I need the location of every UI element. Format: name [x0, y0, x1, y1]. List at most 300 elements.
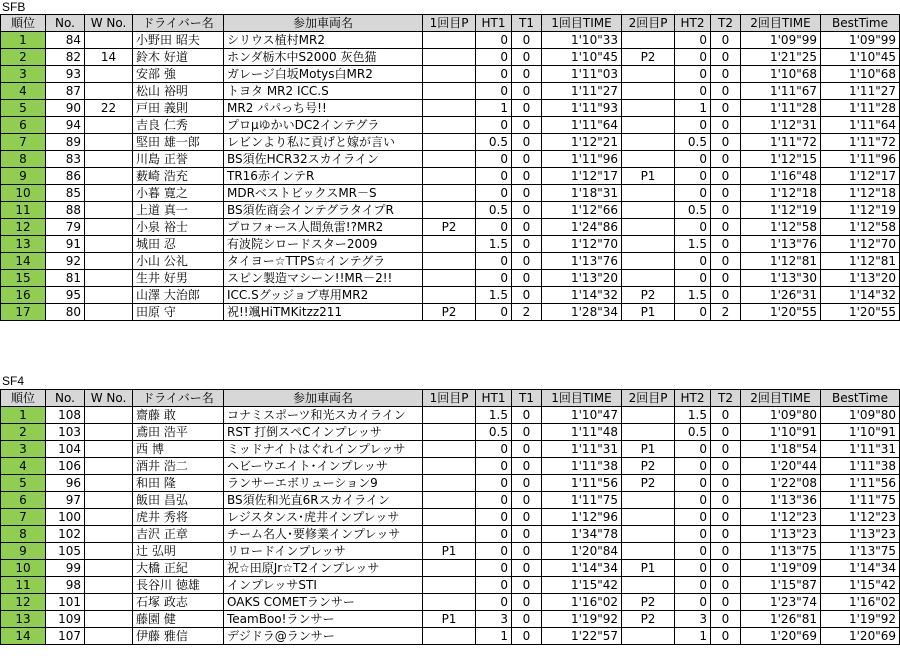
cell-run2-time: 1'12"31 [741, 117, 821, 134]
table-row [1, 134, 900, 151]
cell-rank: 9 [1, 168, 46, 185]
cell-best-time: 1'14"34 [821, 560, 900, 577]
column-header-driver-name: ドライバー名 [133, 15, 224, 32]
cell-run1-time: 1'15"42 [542, 577, 622, 594]
cell-run2-time: 1'12"19 [741, 202, 821, 219]
cell-rank: 11 [1, 202, 46, 219]
table-row [1, 560, 900, 577]
cell-run2-time: 1'15"87 [741, 577, 821, 594]
cell-t2: 0 [711, 577, 741, 594]
column-header-best-time: BestTime [821, 390, 900, 407]
cell-car-number: 104 [46, 441, 85, 458]
cell-run1-time: 1'12"21 [542, 134, 622, 151]
cell-run2-penalty: P2 [622, 594, 675, 611]
cell-driver-name: 川島 正誉 [133, 151, 224, 168]
table-row [1, 543, 900, 560]
cell-t2: 0 [711, 611, 741, 628]
cell-car-name: 有波院シロードスター2009 [224, 236, 423, 253]
cell-run1-penalty [423, 202, 476, 219]
cell-run1-penalty: P2 [423, 219, 476, 236]
cell-ht1: 0 [476, 304, 512, 321]
table-row [1, 492, 900, 509]
cell-best-time: 1'11"75 [821, 492, 900, 509]
cell-run2-penalty [622, 543, 675, 560]
cell-car-name: スピン製造マシーン!!MR－2!! [224, 270, 423, 287]
table-row [1, 253, 900, 270]
cell-t1: 0 [512, 32, 542, 49]
cell-ht2: 0 [675, 168, 711, 185]
cell-t2: 0 [711, 253, 741, 270]
cell-rank: 11 [1, 577, 46, 594]
cell-rank: 6 [1, 117, 46, 134]
cell-run1-time: 1'16"02 [542, 594, 622, 611]
cell-car-number: 81 [46, 270, 85, 287]
cell-run2-time: 1'19"09 [741, 560, 821, 577]
cell-best-time: 1'12"58 [821, 219, 900, 236]
cell-run2-time: 1'26"31 [741, 287, 821, 304]
cell-w-number [85, 628, 133, 645]
cell-ht2: 0 [675, 49, 711, 66]
cell-driver-name: 吉良 仁秀 [133, 117, 224, 134]
cell-run1-penalty: P1 [423, 611, 476, 628]
cell-ht1: 0 [476, 219, 512, 236]
cell-rank: 1 [1, 32, 46, 49]
cell-driver-name: 城田 忍 [133, 236, 224, 253]
cell-w-number [85, 577, 133, 594]
cell-run2-time: 1'13"36 [741, 492, 821, 509]
cell-w-number [85, 543, 133, 560]
cell-run1-time: 1'11"56 [542, 475, 622, 492]
cell-run1-penalty [423, 253, 476, 270]
cell-car-name: プロμゆかいDC2インテグラ [224, 117, 423, 134]
cell-run2-penalty [622, 253, 675, 270]
cell-best-time: 1'13"75 [821, 543, 900, 560]
cell-rank: 14 [1, 628, 46, 645]
cell-run1-penalty [423, 270, 476, 287]
cell-t2: 0 [711, 83, 741, 100]
cell-car-number: 96 [46, 475, 85, 492]
cell-car-number: 101 [46, 594, 85, 611]
cell-run1-penalty [423, 100, 476, 117]
cell-rank: 12 [1, 219, 46, 236]
cell-car-name: シリウス植村MR2 [224, 32, 423, 49]
cell-car-name: ミッドナイトはぐれインプレッサ [224, 441, 423, 458]
cell-t2: 0 [711, 270, 741, 287]
cell-w-number [85, 611, 133, 628]
cell-run1-penalty [423, 577, 476, 594]
cell-t2: 0 [711, 526, 741, 543]
cell-run2-penalty [622, 185, 675, 202]
cell-run1-penalty [423, 151, 476, 168]
cell-t1: 2 [512, 304, 542, 321]
table-row [1, 628, 900, 645]
cell-run2-penalty: P1 [622, 304, 675, 321]
cell-run2-penalty [622, 66, 675, 83]
column-header-run2-penalty: 2回目P [622, 390, 675, 407]
cell-t1: 0 [512, 253, 542, 270]
cell-run1-time: 1'11"48 [542, 424, 622, 441]
cell-rank: 6 [1, 492, 46, 509]
cell-car-number: 86 [46, 168, 85, 185]
cell-rank: 5 [1, 100, 46, 117]
cell-w-number [85, 407, 133, 424]
cell-t1: 0 [512, 424, 542, 441]
cell-t1: 0 [512, 628, 542, 645]
cell-w-number [85, 83, 133, 100]
cell-best-time: 1'09"99 [821, 32, 900, 49]
cell-run1-time: 1'11"64 [542, 117, 622, 134]
column-header-ht2: HT2 [675, 15, 711, 32]
cell-car-name: レジスタンス･虎井インプレッサ [224, 509, 423, 526]
cell-ht2: 1 [675, 100, 711, 117]
cell-car-name: 祝!!颯HiTMKitzz211 [224, 304, 423, 321]
cell-car-number: 89 [46, 134, 85, 151]
cell-driver-name: 藤園 健 [133, 611, 224, 628]
cell-rank: 8 [1, 151, 46, 168]
column-header-run1-penalty: 1回目P [423, 15, 476, 32]
cell-run1-time: 1'14"34 [542, 560, 622, 577]
cell-car-name: ランサーエボリューション9 [224, 475, 423, 492]
cell-run2-time: 1'10"91 [741, 424, 821, 441]
cell-rank: 17 [1, 304, 46, 321]
table-row [1, 32, 900, 49]
cell-run1-time: 1'19"92 [542, 611, 622, 628]
cell-run1-penalty [423, 236, 476, 253]
cell-run2-time: 1'12"18 [741, 185, 821, 202]
cell-t1: 0 [512, 458, 542, 475]
table-row [1, 66, 900, 83]
cell-run2-penalty [622, 100, 675, 117]
cell-car-name: プロフォース人間魚雷!?MR2 [224, 219, 423, 236]
cell-best-time: 1'16"02 [821, 594, 900, 611]
cell-run2-penalty [622, 628, 675, 645]
cell-run2-penalty [622, 151, 675, 168]
cell-t1: 0 [512, 100, 542, 117]
cell-best-time: 1'13"23 [821, 526, 900, 543]
column-header-car-name: 参加車両名 [224, 15, 423, 32]
cell-ht2: 0 [675, 560, 711, 577]
cell-car-number: 99 [46, 560, 85, 577]
cell-ht2: 0 [675, 270, 711, 287]
column-header-run2-penalty: 2回目P [622, 15, 675, 32]
cell-run1-time: 1'12"66 [542, 202, 622, 219]
cell-rank: 13 [1, 236, 46, 253]
cell-driver-name: 小泉 裕士 [133, 219, 224, 236]
cell-t1: 0 [512, 202, 542, 219]
cell-car-name: MR2 パパっち号!! [224, 100, 423, 117]
table-row [1, 304, 900, 321]
cell-t1: 0 [512, 219, 542, 236]
cell-car-number: 94 [46, 117, 85, 134]
cell-driver-name: 生井 好男 [133, 270, 224, 287]
cell-driver-name: 上道 真一 [133, 202, 224, 219]
cell-ht1: 0 [476, 151, 512, 168]
cell-run2-penalty: P2 [622, 458, 675, 475]
cell-car-name: BS須佐和光直6Rスカイライン [224, 492, 423, 509]
cell-run1-penalty [423, 83, 476, 100]
cell-ht2: 0 [675, 304, 711, 321]
cell-car-number: 88 [46, 202, 85, 219]
cell-run2-time: 1'11"67 [741, 83, 821, 100]
cell-car-name: ガレージ白坂Motys白MR2 [224, 66, 423, 83]
cell-run2-time: 1'20"44 [741, 458, 821, 475]
cell-ht2: 0 [675, 441, 711, 458]
table-row [1, 100, 900, 117]
cell-car-name: デジドラ@ランサー [224, 628, 423, 645]
cell-t1: 0 [512, 134, 542, 151]
cell-car-name: インプレッサSTI [224, 577, 423, 594]
cell-driver-name: 大橋 正紀 [133, 560, 224, 577]
cell-run1-penalty [423, 407, 476, 424]
cell-run2-penalty: P2 [622, 287, 675, 304]
column-header-run1-time: 1回目TIME [542, 15, 622, 32]
cell-run1-time: 1'11"93 [542, 100, 622, 117]
cell-car-name: BS須佐商会インテグラタイプR [224, 202, 423, 219]
cell-run2-penalty [622, 134, 675, 151]
column-header-t1: T1 [512, 390, 542, 407]
cell-run1-time: 1'28"34 [542, 304, 622, 321]
cell-w-number [85, 270, 133, 287]
cell-ht1: 1.5 [476, 407, 512, 424]
cell-ht1: 0 [476, 458, 512, 475]
cell-car-name: TR16赤インテR [224, 168, 423, 185]
cell-w-number [85, 185, 133, 202]
cell-t2: 0 [711, 407, 741, 424]
cell-run1-penalty [423, 475, 476, 492]
header-row [1, 390, 900, 407]
cell-rank: 16 [1, 287, 46, 304]
cell-w-number [85, 134, 133, 151]
cell-car-number: 84 [46, 32, 85, 49]
cell-driver-name: 酒井 浩二 [133, 458, 224, 475]
cell-t2: 0 [711, 168, 741, 185]
cell-run2-penalty: P2 [622, 475, 675, 492]
column-header-run1-time: 1回目TIME [542, 390, 622, 407]
cell-car-name: ホンダ栃木中S2000 灰色猫 [224, 49, 423, 66]
cell-t2: 0 [711, 49, 741, 66]
cell-run2-time: 1'13"76 [741, 236, 821, 253]
cell-car-number: 85 [46, 185, 85, 202]
cell-car-number: 92 [46, 253, 85, 270]
cell-car-name: コナミスポーツ和光スカイライン [224, 407, 423, 424]
cell-run2-time: 1'20"55 [741, 304, 821, 321]
cell-run1-time: 1'24"86 [542, 219, 622, 236]
cell-car-number: 109 [46, 611, 85, 628]
cell-rank: 5 [1, 475, 46, 492]
cell-rank: 2 [1, 49, 46, 66]
cell-t1: 0 [512, 475, 542, 492]
cell-w-number [85, 202, 133, 219]
cell-ht1: 0 [476, 168, 512, 185]
cell-w-number [85, 424, 133, 441]
cell-car-number: 91 [46, 236, 85, 253]
cell-w-number [85, 168, 133, 185]
cell-run1-time: 1'34"78 [542, 526, 622, 543]
cell-run1-time: 1'11"27 [542, 83, 622, 100]
cell-ht2: 0 [675, 253, 711, 270]
cell-rank: 10 [1, 185, 46, 202]
table-row [1, 168, 900, 185]
cell-ht1: 0 [476, 492, 512, 509]
cell-run2-penalty [622, 83, 675, 100]
cell-t1: 0 [512, 151, 542, 168]
cell-run2-time: 1'10"68 [741, 66, 821, 83]
cell-w-number [85, 287, 133, 304]
cell-w-number [85, 560, 133, 577]
cell-car-number: 93 [46, 66, 85, 83]
table-row [1, 526, 900, 543]
cell-run1-time: 1'18"31 [542, 185, 622, 202]
column-header-car-number: No. [46, 15, 85, 32]
table-row [1, 475, 900, 492]
table-row [1, 236, 900, 253]
cell-best-time: 1'12"17 [821, 168, 900, 185]
cell-best-time: 1'09"80 [821, 407, 900, 424]
cell-car-name: RST 打倒スペCインプレッサ [224, 424, 423, 441]
cell-driver-name: 鳶田 浩平 [133, 424, 224, 441]
cell-t1: 0 [512, 66, 542, 83]
cell-car-number: 108 [46, 407, 85, 424]
cell-run1-penalty [423, 287, 476, 304]
cell-ht1: 0 [476, 577, 512, 594]
cell-ht1: 0.5 [476, 134, 512, 151]
cell-ht2: 0.5 [675, 134, 711, 151]
cell-run1-time: 1'11"31 [542, 441, 622, 458]
cell-best-time: 1'14"32 [821, 287, 900, 304]
table-row [1, 509, 900, 526]
cell-t2: 0 [711, 475, 741, 492]
cell-driver-name: 松山 裕明 [133, 83, 224, 100]
cell-best-time: 1'11"72 [821, 134, 900, 151]
column-header-w-number: W No. [85, 15, 133, 32]
table-row [1, 577, 900, 594]
cell-t1: 0 [512, 270, 542, 287]
cell-driver-name: 田原 守 [133, 304, 224, 321]
cell-rank: 3 [1, 66, 46, 83]
cell-driver-name: 安部 強 [133, 66, 224, 83]
cell-rank: 10 [1, 560, 46, 577]
cell-w-number: 14 [85, 49, 133, 66]
cell-run2-time: 1'11"72 [741, 134, 821, 151]
cell-ht2: 0.5 [675, 424, 711, 441]
cell-car-name: OAKS COMETランサー [224, 594, 423, 611]
column-header-t1: T1 [512, 15, 542, 32]
cell-ht1: 0 [476, 475, 512, 492]
cell-car-number: 80 [46, 304, 85, 321]
cell-ht1: 1 [476, 628, 512, 645]
cell-t2: 0 [711, 628, 741, 645]
cell-run2-penalty: P1 [622, 441, 675, 458]
cell-rank: 4 [1, 458, 46, 475]
cell-t1: 0 [512, 287, 542, 304]
cell-t1: 0 [512, 560, 542, 577]
cell-run2-time: 1'23"74 [741, 594, 821, 611]
cell-best-time: 1'12"81 [821, 253, 900, 270]
cell-run1-penalty [423, 441, 476, 458]
cell-t1: 0 [512, 577, 542, 594]
cell-ht1: 0 [476, 543, 512, 560]
cell-ht2: 0 [675, 117, 711, 134]
results-table-sfb [0, 14, 900, 321]
cell-best-time: 1'20"55 [821, 304, 900, 321]
cell-ht2: 0 [675, 83, 711, 100]
cell-run2-penalty [622, 270, 675, 287]
column-header-t2: T2 [711, 15, 741, 32]
cell-run1-penalty [423, 134, 476, 151]
cell-driver-name: 西 博 [133, 441, 224, 458]
cell-run2-time: 1'20"69 [741, 628, 821, 645]
table-row [1, 458, 900, 475]
cell-ht2: 1.5 [675, 407, 711, 424]
cell-driver-name: 薮崎 浩充 [133, 168, 224, 185]
cell-run2-time: 1'13"30 [741, 270, 821, 287]
table-row [1, 287, 900, 304]
cell-run1-penalty: P1 [423, 543, 476, 560]
cell-ht1: 0 [476, 83, 512, 100]
cell-run1-time: 1'20"84 [542, 543, 622, 560]
cell-run1-penalty [423, 185, 476, 202]
cell-run2-penalty [622, 492, 675, 509]
table-row [1, 117, 900, 134]
cell-w-number [85, 492, 133, 509]
cell-rank: 8 [1, 526, 46, 543]
section-title-sf4: SF4 [2, 374, 25, 388]
cell-run1-time: 1'13"20 [542, 270, 622, 287]
column-header-ht1: HT1 [476, 15, 512, 32]
cell-t2: 0 [711, 202, 741, 219]
cell-run1-time: 1'11"38 [542, 458, 622, 475]
cell-run2-time: 1'13"23 [741, 526, 821, 543]
cell-ht1: 0 [476, 270, 512, 287]
cell-run1-time: 1'12"70 [542, 236, 622, 253]
cell-best-time: 1'13"20 [821, 270, 900, 287]
cell-t1: 0 [512, 49, 542, 66]
cell-run2-time: 1'11"28 [741, 100, 821, 117]
cell-ht2: 1.5 [675, 236, 711, 253]
cell-ht2: 0 [675, 577, 711, 594]
cell-t1: 0 [512, 83, 542, 100]
cell-ht1: 0.5 [476, 424, 512, 441]
column-header-car-name: 参加車両名 [224, 390, 423, 407]
cell-driver-name: 堅田 雄一郎 [133, 134, 224, 151]
column-header-rank: 順位 [1, 390, 46, 407]
cell-ht2: 0 [675, 32, 711, 49]
cell-driver-name: 鈴木 好道 [133, 49, 224, 66]
cell-car-number: 97 [46, 492, 85, 509]
cell-w-number [85, 253, 133, 270]
cell-rank: 12 [1, 594, 46, 611]
cell-w-number [85, 66, 133, 83]
cell-car-number: 106 [46, 458, 85, 475]
table-row [1, 594, 900, 611]
cell-driver-name: 虎井 秀将 [133, 509, 224, 526]
cell-car-number: 82 [46, 49, 85, 66]
cell-ht1: 0 [476, 253, 512, 270]
cell-driver-name: 石塚 政志 [133, 594, 224, 611]
cell-run2-time: 1'13"75 [741, 543, 821, 560]
cell-ht1: 0 [476, 117, 512, 134]
cell-run2-penalty: P2 [622, 611, 675, 628]
cell-best-time: 1'11"96 [821, 151, 900, 168]
cell-run2-penalty [622, 526, 675, 543]
cell-car-number: 90 [46, 100, 85, 117]
cell-t2: 0 [711, 66, 741, 83]
cell-run2-time: 1'22"08 [741, 475, 821, 492]
cell-t1: 0 [512, 441, 542, 458]
cell-run2-penalty [622, 236, 675, 253]
cell-car-name: ICC.Sグッジョブ専用MR2 [224, 287, 423, 304]
cell-run1-penalty [423, 509, 476, 526]
